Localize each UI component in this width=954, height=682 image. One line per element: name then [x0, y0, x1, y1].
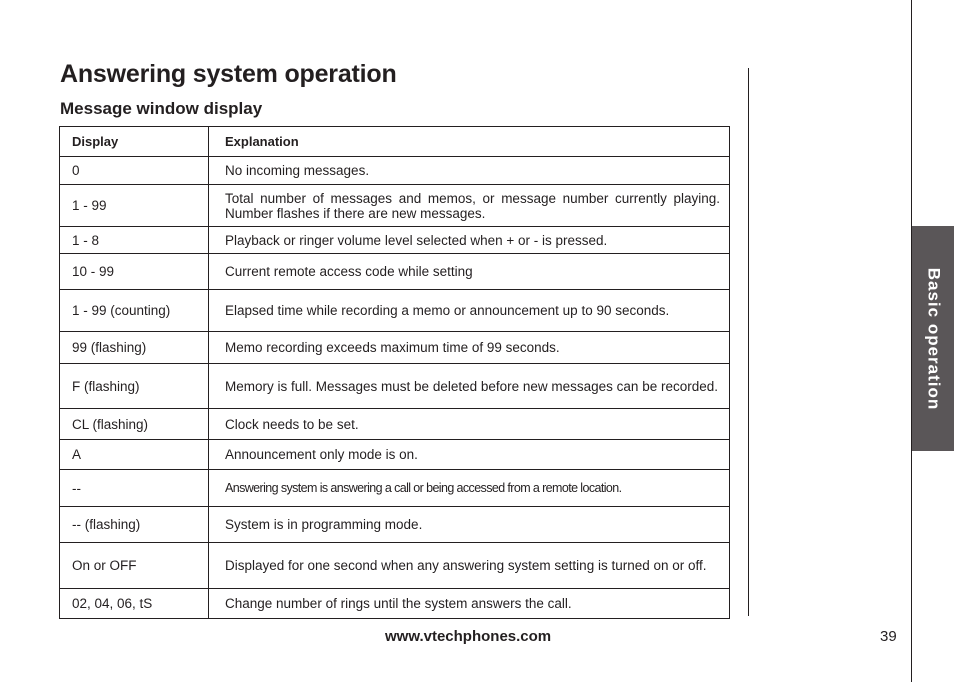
- footer-url: www.vtechphones.com: [385, 628, 552, 645]
- display-cell: CL (flashing): [60, 409, 209, 440]
- display-cell: 02, 04, 06, tS: [60, 589, 209, 619]
- display-cell: 10 - 99: [60, 254, 209, 290]
- table-row: [60, 589, 730, 619]
- table-row: [60, 254, 730, 290]
- explanation-cell: Memory is full. Messages must be deleted before new messages can be recorded.: [209, 364, 730, 409]
- explanation-cell: Playback or ringer volume level selected when + or - is pressed.: [209, 227, 730, 254]
- explanation-cell: Total number of messages and memos, or message number currently playing. Number flashes if there are new messages.: [209, 185, 730, 227]
- table-row: [60, 185, 730, 227]
- header-display: Display: [60, 127, 209, 157]
- section-tab: [912, 226, 954, 451]
- display-cell: A: [60, 440, 209, 470]
- explanation-cell: No incoming messages.: [209, 157, 730, 185]
- table-row: [60, 290, 730, 332]
- header-explanation: Explanation: [209, 127, 730, 157]
- display-cell: 0: [60, 157, 209, 185]
- table-row: [60, 157, 730, 185]
- table-header-row: [60, 127, 730, 157]
- table-row: [60, 227, 730, 254]
- table-row: [60, 470, 730, 507]
- explanation-cell: Announcement only mode is on.: [209, 440, 730, 470]
- explanation-cell: Clock needs to be set.: [209, 409, 730, 440]
- section-tab-label: Basic operation: [924, 267, 944, 410]
- explanation-cell: Elapsed time while recording a memo or announcement up to 90 seconds.: [209, 290, 730, 332]
- display-cell: 99 (flashing): [60, 332, 209, 364]
- explanation-cell: Current remote access code while setting: [209, 254, 730, 290]
- display-cell: 1 - 8: [60, 227, 209, 254]
- table-row: [60, 364, 730, 409]
- display-cell: 1 - 99: [60, 185, 209, 227]
- explanation-cell: Change number of rings until the system answers the call.: [209, 589, 730, 619]
- page-title: Answering system operation: [60, 60, 397, 88]
- column-divider: [748, 68, 749, 616]
- display-cell: F (flashing): [60, 364, 209, 409]
- table-row: [60, 507, 730, 543]
- display-cell: --: [60, 470, 209, 507]
- table-row: [60, 409, 730, 440]
- explanation-cell: Displayed for one second when any answering system setting is turned on or off.: [209, 543, 730, 589]
- table-row: [60, 543, 730, 589]
- table-row: [60, 332, 730, 364]
- page-number: 39: [880, 628, 897, 645]
- section-subtitle: Message window display: [60, 99, 263, 118]
- table-row: [60, 440, 730, 470]
- display-cell: 1 - 99 (counting): [60, 290, 209, 332]
- explanation-cell: Answering system is answering a call or being accessed from a remote location.: [209, 470, 730, 507]
- display-cell: -- (flashing): [60, 507, 209, 543]
- explanation-cell: System is in programming mode.: [209, 507, 730, 543]
- message-display-table: [59, 126, 730, 619]
- display-cell: On or OFF: [60, 543, 209, 589]
- explanation-cell: Memo recording exceeds maximum time of 99 seconds.: [209, 332, 730, 364]
